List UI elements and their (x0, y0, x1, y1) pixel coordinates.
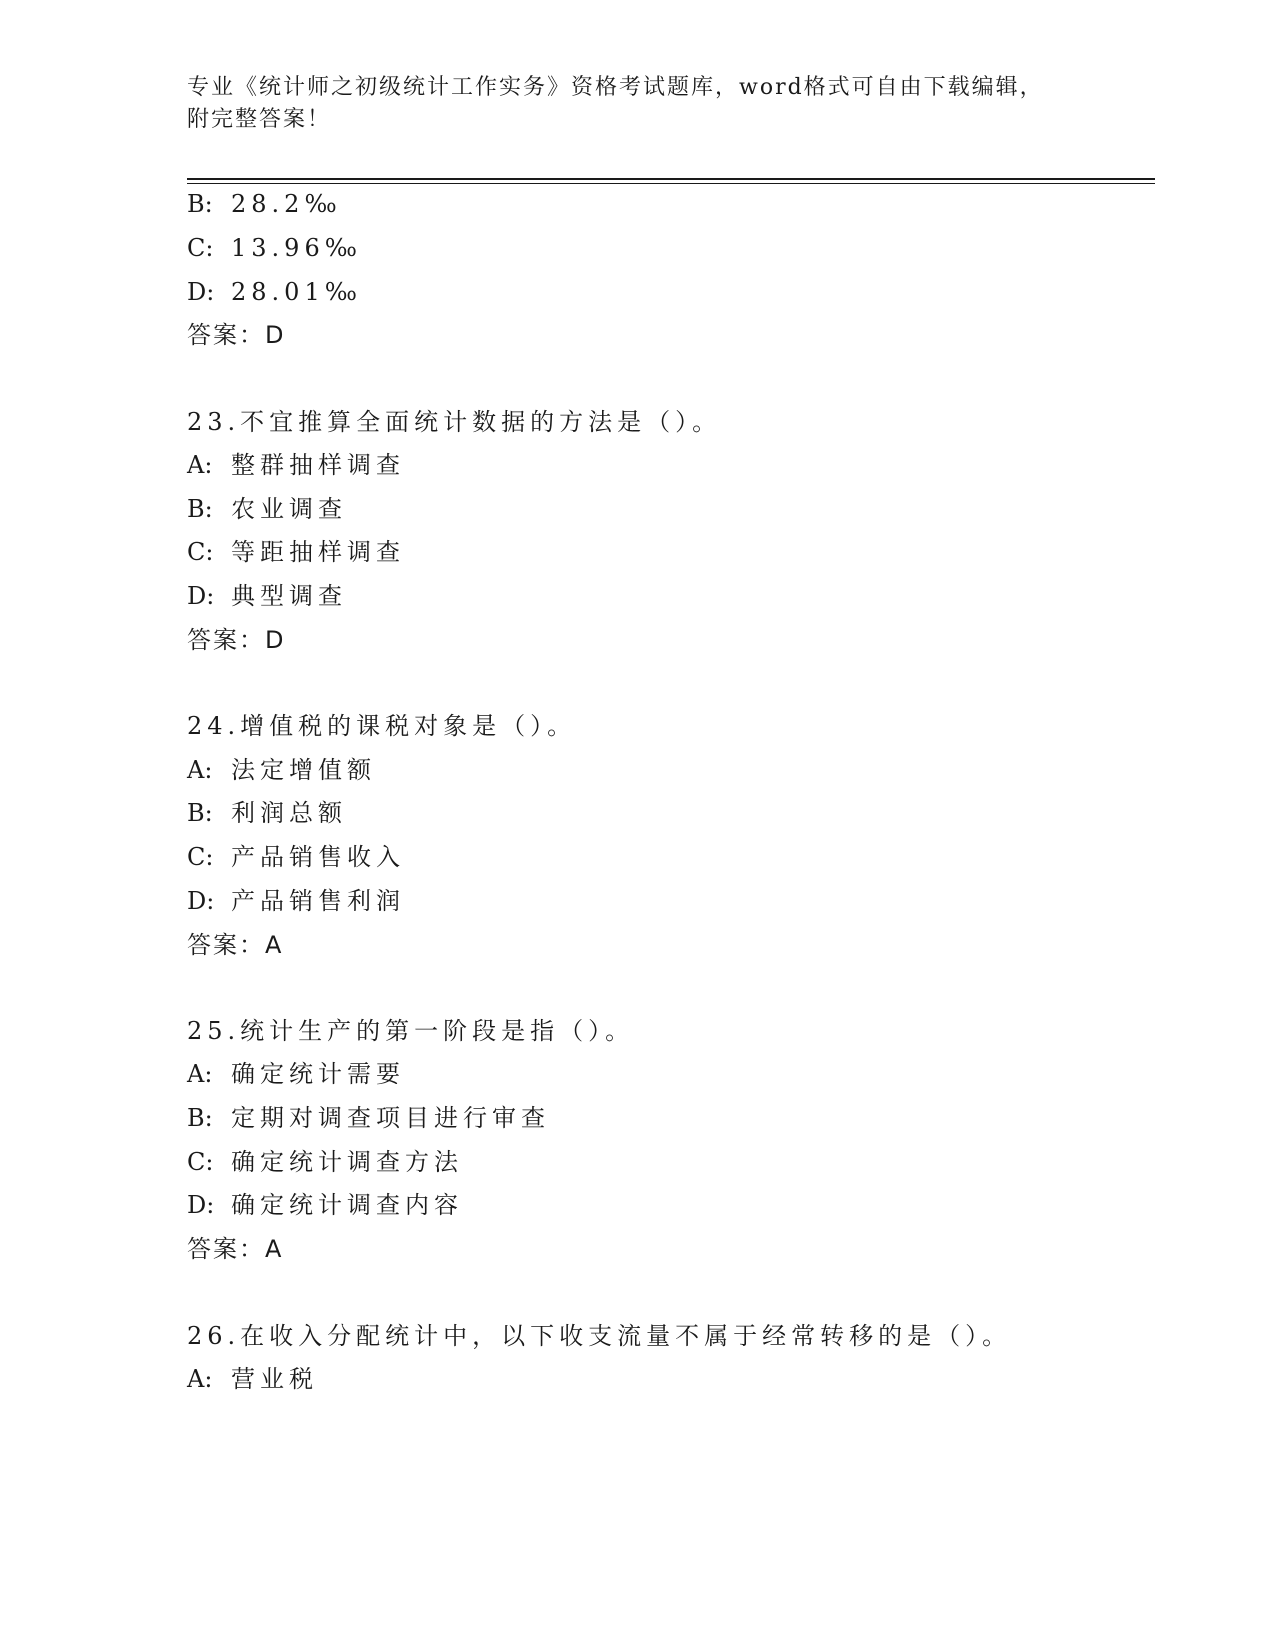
answer-value: D (265, 626, 284, 654)
option-label: B: (187, 190, 213, 218)
answer-value: A (265, 931, 282, 959)
option-text: 产品销售利润 (231, 887, 405, 915)
header-line-1: 专业《统计师之初级统计工作实务》资格考试题库，word格式可自由下载编辑， (187, 75, 1044, 100)
option-label: B: (187, 799, 213, 827)
option-label: D: (187, 887, 215, 915)
answer-label: 答案： (187, 1235, 265, 1263)
option-text: 产品销售收入 (231, 843, 405, 871)
header-divider-thin (187, 183, 1155, 184)
option-label: D: (187, 582, 215, 610)
answer-line (187, 625, 283, 655)
option-label: B: (187, 495, 213, 523)
option-text: 等距抽样调查 (231, 538, 405, 566)
option-label: C: (187, 843, 214, 871)
option-text: 28.2‰ (231, 190, 342, 218)
option-text: 13.96‰ (231, 234, 362, 262)
header-line-2: 附完整答案！ (187, 107, 332, 132)
option-text: 确定统计需要 (231, 1060, 405, 1088)
answer-label: 答案： (187, 626, 265, 654)
option-b (187, 189, 342, 219)
option-d (187, 581, 347, 611)
option-label: A: (187, 451, 213, 479)
option-label: A: (187, 1060, 213, 1088)
option-a (187, 755, 376, 785)
option-text: 营业税 (231, 1365, 318, 1393)
header-divider-thick (187, 178, 1155, 180)
answer-value: A (265, 1235, 282, 1263)
option-a (187, 1364, 318, 1394)
answer-value: D (265, 321, 284, 349)
option-d (187, 277, 362, 307)
option-label: A: (187, 756, 213, 784)
answer-line (187, 320, 283, 350)
option-c (187, 537, 405, 567)
option-text: 28.01‰ (231, 278, 362, 306)
answer-line (187, 1234, 281, 1264)
option-b (187, 798, 347, 828)
answer-line (187, 930, 281, 960)
option-label: D: (187, 278, 215, 306)
option-d (187, 886, 405, 916)
option-c (187, 842, 405, 872)
answer-label: 答案： (187, 321, 265, 349)
option-d (187, 1190, 463, 1220)
document-header (187, 72, 1067, 136)
option-label: A: (187, 1365, 213, 1393)
option-label: B: (187, 1104, 213, 1132)
question-stem: 25.统计生产的第一阶段是指（）。 (187, 1017, 635, 1045)
option-b (187, 494, 347, 524)
option-label: C: (187, 234, 214, 262)
option-text: 确定统计调查方法 (231, 1148, 463, 1176)
option-label: D: (187, 1191, 215, 1219)
option-b (187, 1103, 550, 1133)
option-label: C: (187, 538, 214, 566)
option-label: C: (187, 1148, 214, 1176)
answer-label: 答案： (187, 931, 265, 959)
option-a (187, 1059, 405, 1089)
option-c (187, 1147, 463, 1177)
option-text: 定期对调查项目进行审查 (231, 1104, 550, 1132)
option-text: 利润总额 (231, 799, 347, 827)
question-stem: 24.增值税的课税对象是（）。 (187, 712, 577, 740)
option-c (187, 233, 362, 263)
option-text: 农业调查 (231, 495, 347, 523)
option-text: 确定统计调查内容 (231, 1191, 463, 1219)
option-a (187, 450, 405, 480)
option-text: 法定增值额 (231, 756, 376, 784)
question-stem: 26.在收入分配统计中，以下收支流量不属于经常转移的是（）。 (187, 1322, 1012, 1350)
question-stem: 23.不宜推算全面统计数据的方法是（）。 (187, 408, 722, 436)
option-text: 整群抽样调查 (231, 451, 405, 479)
option-text: 典型调查 (231, 582, 347, 610)
